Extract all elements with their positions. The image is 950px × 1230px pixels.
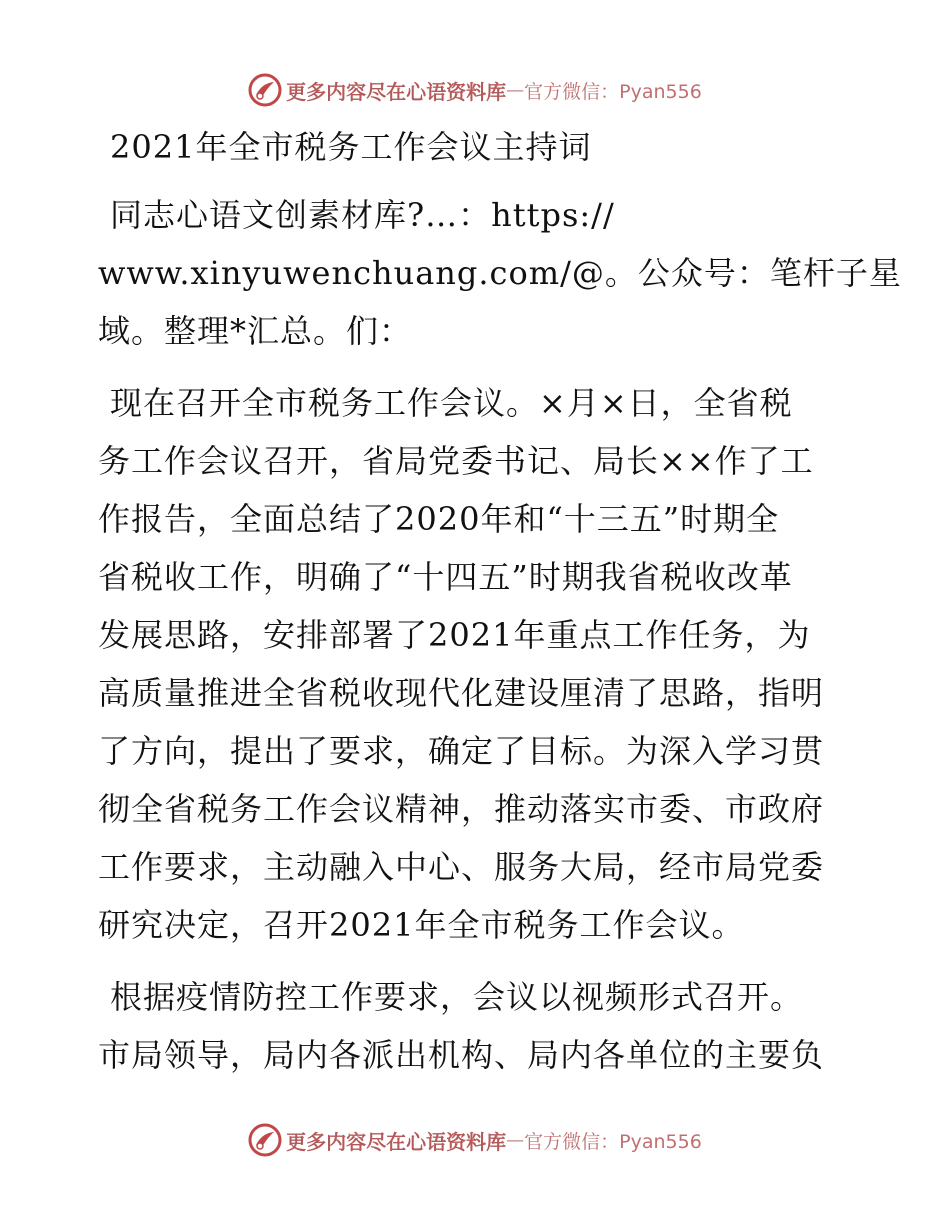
paragraph-line: 工作要求，主动融入中心、服务大局，经市局党委 xyxy=(98,848,825,886)
document-body xyxy=(98,118,902,1098)
paragraph-line: 了方向，提出了要求，确定了目标。为深入学习贯 xyxy=(98,732,825,770)
watermark-dash: — xyxy=(506,1129,525,1151)
paragraph-line: 作报告，全面总结了2020年和“十三五”时期全 xyxy=(98,500,780,538)
watermark-banner-top xyxy=(0,70,950,110)
watermark-banner-bottom xyxy=(0,1120,950,1160)
watermark-wechat-text: 官方微信：Pyan556 xyxy=(524,80,702,103)
paragraph-line: 同志心语文创素材库?…：https:// xyxy=(110,196,615,234)
watermark-wechat-text: 官方微信：Pyan556 xyxy=(524,1130,702,1153)
watermark-main-text: 更多内容尽在心语资料库 xyxy=(286,79,507,104)
paragraph-line: 域。整理*汇总。们： xyxy=(98,312,413,350)
brand-logo-icon xyxy=(248,73,282,107)
paragraph-3 xyxy=(98,968,850,1084)
paragraph-line: 彻全省税务工作会议精神，推动落实市委、市政府 xyxy=(98,790,825,828)
paragraph-line: www.xinyuwenchuang.com/@。公众号：笔杆子星 xyxy=(98,254,902,292)
watermark-main-text: 更多内容尽在心语资料库 xyxy=(286,1129,507,1154)
paragraph-line: 根据疫情防控工作要求，会议以视频形式召开。 xyxy=(110,978,804,1016)
paragraph-line: 省税收工作，明确了“十四五”时期我省税收改革 xyxy=(98,558,793,596)
paragraph-line: 研究决定，召开2021年全市税务工作会议。 xyxy=(98,906,745,944)
paragraph-2 xyxy=(98,374,850,954)
paragraph-line: 发展思路，安排部署了2021年重点工作任务，为 xyxy=(98,616,811,654)
brand-logo-icon xyxy=(248,1123,282,1157)
paragraph-line: 市局领导，局内各派出机构、局内各单位的主要负 xyxy=(98,1036,825,1074)
paragraph-line: 务工作会议召开，省局党委书记、局长××作了工 xyxy=(98,442,814,480)
paragraph-line: 高质量推进全省税收现代化建设厘清了思路，指明 xyxy=(98,674,825,712)
paragraph-line: 现在召开全市税务工作会议。×月×日，全省税 xyxy=(110,384,793,422)
watermark-dash: — xyxy=(506,79,525,101)
paragraph-1 xyxy=(98,186,902,360)
document-title: 2021年全市税务工作会议主持词 xyxy=(110,128,592,166)
